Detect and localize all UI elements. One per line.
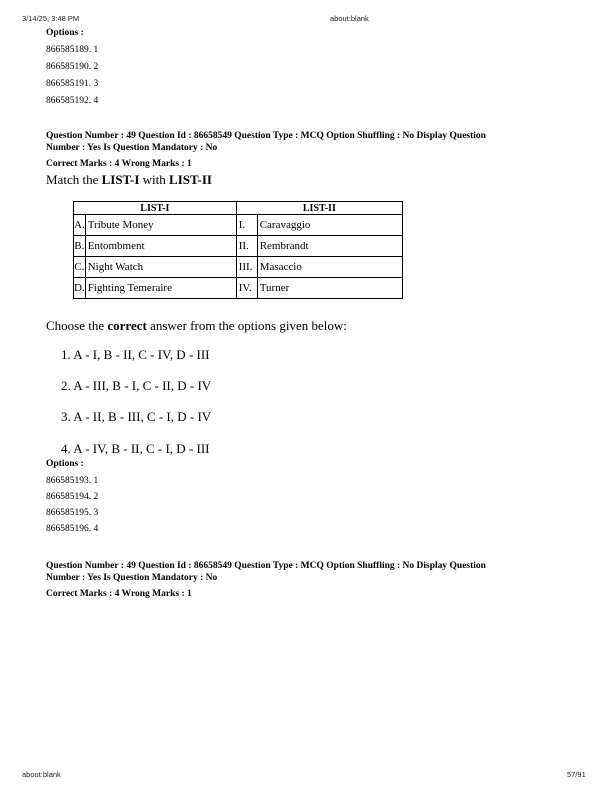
list2-item: Caravaggio [257,215,402,236]
row-letter: B. [74,236,86,257]
next-question-meta-line2: Number : Yes Is Question Mandatory : No [46,573,218,583]
answer-option-3: 3. A - II, B - III, C - I, D - IV [61,409,212,424]
list1-item: Fighting Temeraire [85,278,236,299]
prev-option-2: 866585190. 2 [46,62,99,72]
row-letter: A. [74,215,86,236]
prompt-list1: LIST-I [101,172,140,187]
match-table [73,201,403,299]
table-header-row [74,202,403,215]
row-numeral: I. [236,215,257,236]
row-letter: D. [74,278,86,299]
choose-pre: Choose the [46,318,108,333]
print-datetime: 3/14/25, 3:48 PM [22,14,80,23]
prompt-list2: LIST-II [169,172,212,187]
question-meta-line2: Number : Yes Is Question Mandatory : No [46,143,218,153]
list1-item: Entombment [85,236,236,257]
table-row [74,236,403,257]
prompt-mid: with [139,172,170,187]
page-number: 57/91 [567,770,586,779]
answer-option-2: 2. A - III, B - I, C - II, D - IV [61,378,212,393]
question-marks: Correct Marks : 4 Wrong Marks : 1 [46,159,192,169]
row-numeral: IV. [236,278,257,299]
footer-url: about:blank [22,770,61,779]
table-row [74,215,403,236]
table-row [74,278,403,299]
answer-option-1: 1. A - I, B - II, C - IV, D - III [61,347,210,362]
choose-instruction [46,318,347,334]
option-id-3: 866585195. 3 [46,508,99,518]
choose-bold: correct [107,318,147,333]
list2-item: Masaccio [257,257,402,278]
option-id-2: 866585194. 2 [46,492,99,502]
list1-item: Night Watch [85,257,236,278]
row-numeral: II. [236,236,257,257]
options-label: Options : [46,459,84,469]
list2-item: Rembrandt [257,236,402,257]
option-id-4: 866585196. 4 [46,524,99,534]
list2-item: Turner [257,278,402,299]
list2-header: LIST-II [236,202,402,215]
prev-options-label: Options : [46,28,84,38]
next-question-marks: Correct Marks : 4 Wrong Marks : 1 [46,589,192,599]
table-row [74,257,403,278]
prompt-pre: Match the [46,172,102,187]
list1-item: Tribute Money [85,215,236,236]
next-question-meta-line1: Question Number : 49 Question Id : 86658549 Question Type : MCQ Option Shuffling : No Display Question [46,561,486,571]
list1-header: LIST-I [74,202,237,215]
row-numeral: III. [236,257,257,278]
row-letter: C. [74,257,86,278]
print-url: about:blank [330,14,369,23]
prev-option-4: 866585192. 4 [46,96,99,106]
answer-option-4: 4. A - IV, B - II, C - I, D - III [61,441,210,456]
choose-post: answer from the options given below: [146,318,347,333]
question-meta-line1: Question Number : 49 Question Id : 86658549 Question Type : MCQ Option Shuffling : No Display Question [46,131,486,141]
question-prompt [46,172,212,188]
prev-option-1: 866585189. 1 [46,45,99,55]
prev-option-3: 866585191. 3 [46,79,99,89]
option-id-1: 866585193. 1 [46,476,99,486]
